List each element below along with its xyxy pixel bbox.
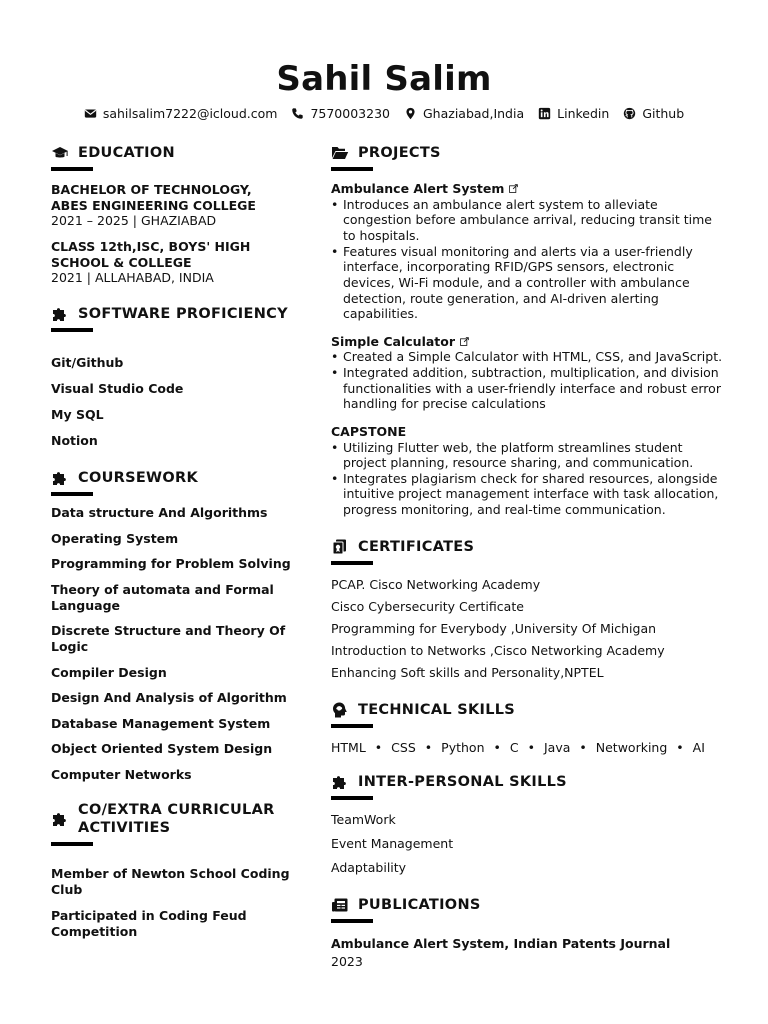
section-underline — [331, 796, 373, 800]
puzzle-icon — [51, 305, 69, 323]
skill-item: CSS — [391, 739, 416, 755]
section-underline — [51, 167, 93, 171]
course-item: Object Oriented System Design — [51, 741, 273, 757]
education-detail: 2021 | ALLAHABAD, INDIA — [51, 270, 214, 286]
project-name: CAPSTONE — [331, 423, 407, 439]
coursework-section — [51, 469, 309, 783]
section-underline — [331, 167, 373, 171]
skill-separator: • — [493, 739, 501, 755]
course-item: Design And Analysis of Algorithm — [51, 690, 287, 706]
education-title: EDUCATION — [78, 145, 175, 161]
course-item: Data structure And Algorithms — [51, 505, 268, 521]
interpersonal-section — [331, 773, 723, 880]
right-column — [331, 144, 723, 971]
section-underline — [331, 724, 373, 728]
skill-separator: • — [676, 739, 684, 755]
skill-item: AI — [692, 739, 705, 755]
activities-section — [51, 801, 309, 940]
software-section — [51, 305, 309, 454]
contact-linkedin-text: Linkedin — [557, 106, 610, 121]
technical-section — [331, 701, 723, 756]
course-item: Discrete Structure and Theory Of Logic — [51, 623, 286, 654]
skill-item: C — [509, 739, 519, 755]
coursework-list — [51, 505, 309, 783]
education-section — [51, 144, 309, 286]
section-underline — [331, 919, 373, 923]
contact-phone-text: 7570003230 — [310, 106, 390, 121]
skill-item: Networking — [595, 739, 668, 755]
project-name: Simple Calculator — [331, 333, 456, 349]
project-bullets — [331, 197, 723, 322]
puzzle-icon — [51, 469, 69, 487]
project-item — [331, 334, 723, 412]
software-item: Visual Studio Code — [51, 381, 184, 396]
publication-item — [331, 935, 723, 971]
certificates-title: CERTIFICATES — [358, 538, 475, 555]
email-icon — [84, 107, 97, 120]
technical-title: TECHNICAL SKILLS — [358, 701, 516, 718]
project-item — [331, 181, 723, 322]
project-title[interactable] — [331, 334, 723, 350]
contact-location — [404, 106, 524, 122]
publications-section — [331, 896, 723, 971]
software-item: Git/Github — [51, 355, 124, 370]
contact-linkedin[interactable] — [538, 106, 609, 122]
puzzle-icon — [51, 810, 69, 828]
projects-title: PROJECTS — [358, 145, 441, 161]
left-column — [51, 144, 309, 939]
degree-line: CLASS 12th,ISC, BOYS' HIGH — [51, 239, 251, 254]
interpersonal-item: Adaptability — [331, 859, 407, 875]
contact-bar — [0, 106, 768, 122]
contact-email[interactable] — [84, 106, 278, 122]
software-title: SOFTWARE PROFICIENCY — [78, 305, 288, 322]
skill-separator: • — [527, 739, 535, 755]
external-link-icon[interactable] — [460, 337, 469, 346]
newspaper-icon — [331, 896, 349, 914]
puzzle-icon — [331, 773, 349, 791]
graduation-cap-icon — [51, 144, 69, 162]
coursework-title: COURSEWORK — [78, 470, 198, 486]
section-underline — [51, 492, 93, 496]
course-item: Theory of automata and Formal Language — [51, 582, 274, 613]
activities-title: CO/EXTRA CURRICULAR — [78, 801, 275, 818]
education-detail: 2021 – 2025 | GHAZIABAD — [51, 213, 217, 229]
certificate-item: PCAP. Cisco Networking Academy — [331, 576, 541, 592]
certificate-item: Programming for Everybody ,University Of Michigan — [331, 620, 657, 636]
course-item: Compiler Design — [51, 664, 167, 680]
course-item: Programming for Problem Solving — [51, 556, 291, 572]
section-underline — [51, 842, 93, 846]
degree-line: BACHELOR OF TECHNOLOGY, — [51, 182, 252, 198]
project-bullets — [331, 440, 723, 518]
activity-item: Member of Newton School Coding Club — [51, 865, 290, 897]
project-item — [331, 424, 723, 518]
education-item — [51, 239, 309, 286]
interpersonal-item: TeamWork — [331, 811, 396, 827]
linkedin-icon — [538, 107, 551, 120]
project-title[interactable] — [331, 181, 723, 197]
section-underline — [331, 561, 373, 565]
certificate-icon — [331, 538, 349, 556]
project-bullet: • Utilizing Flutter web, the platform streamlines student project planning, resource sharing, and communication. — [331, 440, 723, 471]
course-item: Computer Networks — [51, 767, 192, 782]
certificates-list — [331, 574, 723, 684]
project-bullet: • Features visual monitoring and alerts via a user-friendly interface, incorporating RFID/GPS sensors, electronic devices, Wi-Fi module, and a controller with ambulance detection, route generation, and AI-driven alerting capabilities. — [331, 244, 723, 322]
project-bullets — [331, 349, 723, 412]
course-item: Database Management System — [51, 715, 271, 731]
activity-item: Participated in Coding Feud Competition — [51, 908, 247, 939]
software-item: My SQL — [51, 407, 104, 422]
brain-head-icon — [331, 701, 349, 719]
section-underline — [51, 328, 93, 332]
project-bullet: • Integrates plagiarism check for shared resources, alongside intuitive project management interface with task allocation, progress monitoring, and real-time communication. — [331, 471, 723, 518]
certificates-section — [331, 538, 723, 684]
certificate-item: Cisco Cybersecurity Certificate — [331, 598, 524, 614]
certificate-item: Enhancing Soft skills and Personality,NPTEL — [331, 664, 604, 680]
interpersonal-list — [331, 808, 723, 880]
skill-separator: • — [579, 739, 587, 755]
skill-separator: • — [424, 739, 433, 755]
interpersonal-title: INTER-PERSONAL SKILLS — [358, 773, 567, 790]
project-bullet: • Integrated addition, subtraction, multiplication, and division functionalities with a user-friendly interface and robust error handling for precise calculations — [331, 365, 723, 412]
project-title — [331, 424, 723, 440]
education-item — [51, 182, 309, 229]
project-bullet: • Created a Simple Calculator with HTML, CSS, and JavaScript. — [331, 349, 723, 365]
github-icon — [623, 107, 636, 120]
technical-skills-row — [331, 740, 723, 756]
project-bullet: • Introduces an ambulance alert system to alleviate congestion before ambulance arrival, reducing transit time to hospitals. — [331, 197, 723, 244]
contact-location-text: Ghaziabad,India — [422, 106, 525, 121]
contact-phone[interactable] — [291, 106, 390, 122]
external-link-icon[interactable] — [509, 184, 518, 193]
skill-item: Python — [441, 739, 485, 755]
skill-separator: • — [374, 739, 383, 755]
skill-item: Java — [543, 739, 571, 755]
phone-icon — [291, 107, 304, 120]
project-name: Ambulance Alert System — [331, 181, 505, 197]
course-item: Operating System — [51, 530, 179, 546]
activities-title-cont: ACTIVITIES — [78, 819, 171, 836]
institution-line: ABES ENGINEERING COLLEGE — [51, 197, 256, 213]
contact-github-text: Github — [642, 106, 685, 121]
publication-title: Ambulance Alert System, Indian Patents Journal — [331, 935, 671, 951]
software-item: Notion — [51, 433, 98, 448]
contact-email-text: sahilsalim7222@icloud.com — [102, 106, 278, 121]
projects-section — [331, 144, 723, 518]
folder-open-icon — [331, 144, 349, 162]
publications-title: PUBLICATIONS — [358, 896, 481, 913]
activities-list — [51, 866, 309, 940]
skill-item: HTML — [331, 739, 366, 755]
interpersonal-item: Event Management — [331, 835, 454, 851]
publication-year: 2023 — [331, 953, 363, 969]
institution-line: SCHOOL & COLLEGE — [51, 254, 192, 270]
contact-github[interactable] — [623, 106, 684, 122]
software-list — [51, 350, 309, 454]
certificate-item: Introduction to Networks ,Cisco Networking Academy — [331, 642, 665, 658]
candidate-name: Sahil Salim — [276, 59, 492, 99]
location-icon — [404, 107, 417, 120]
